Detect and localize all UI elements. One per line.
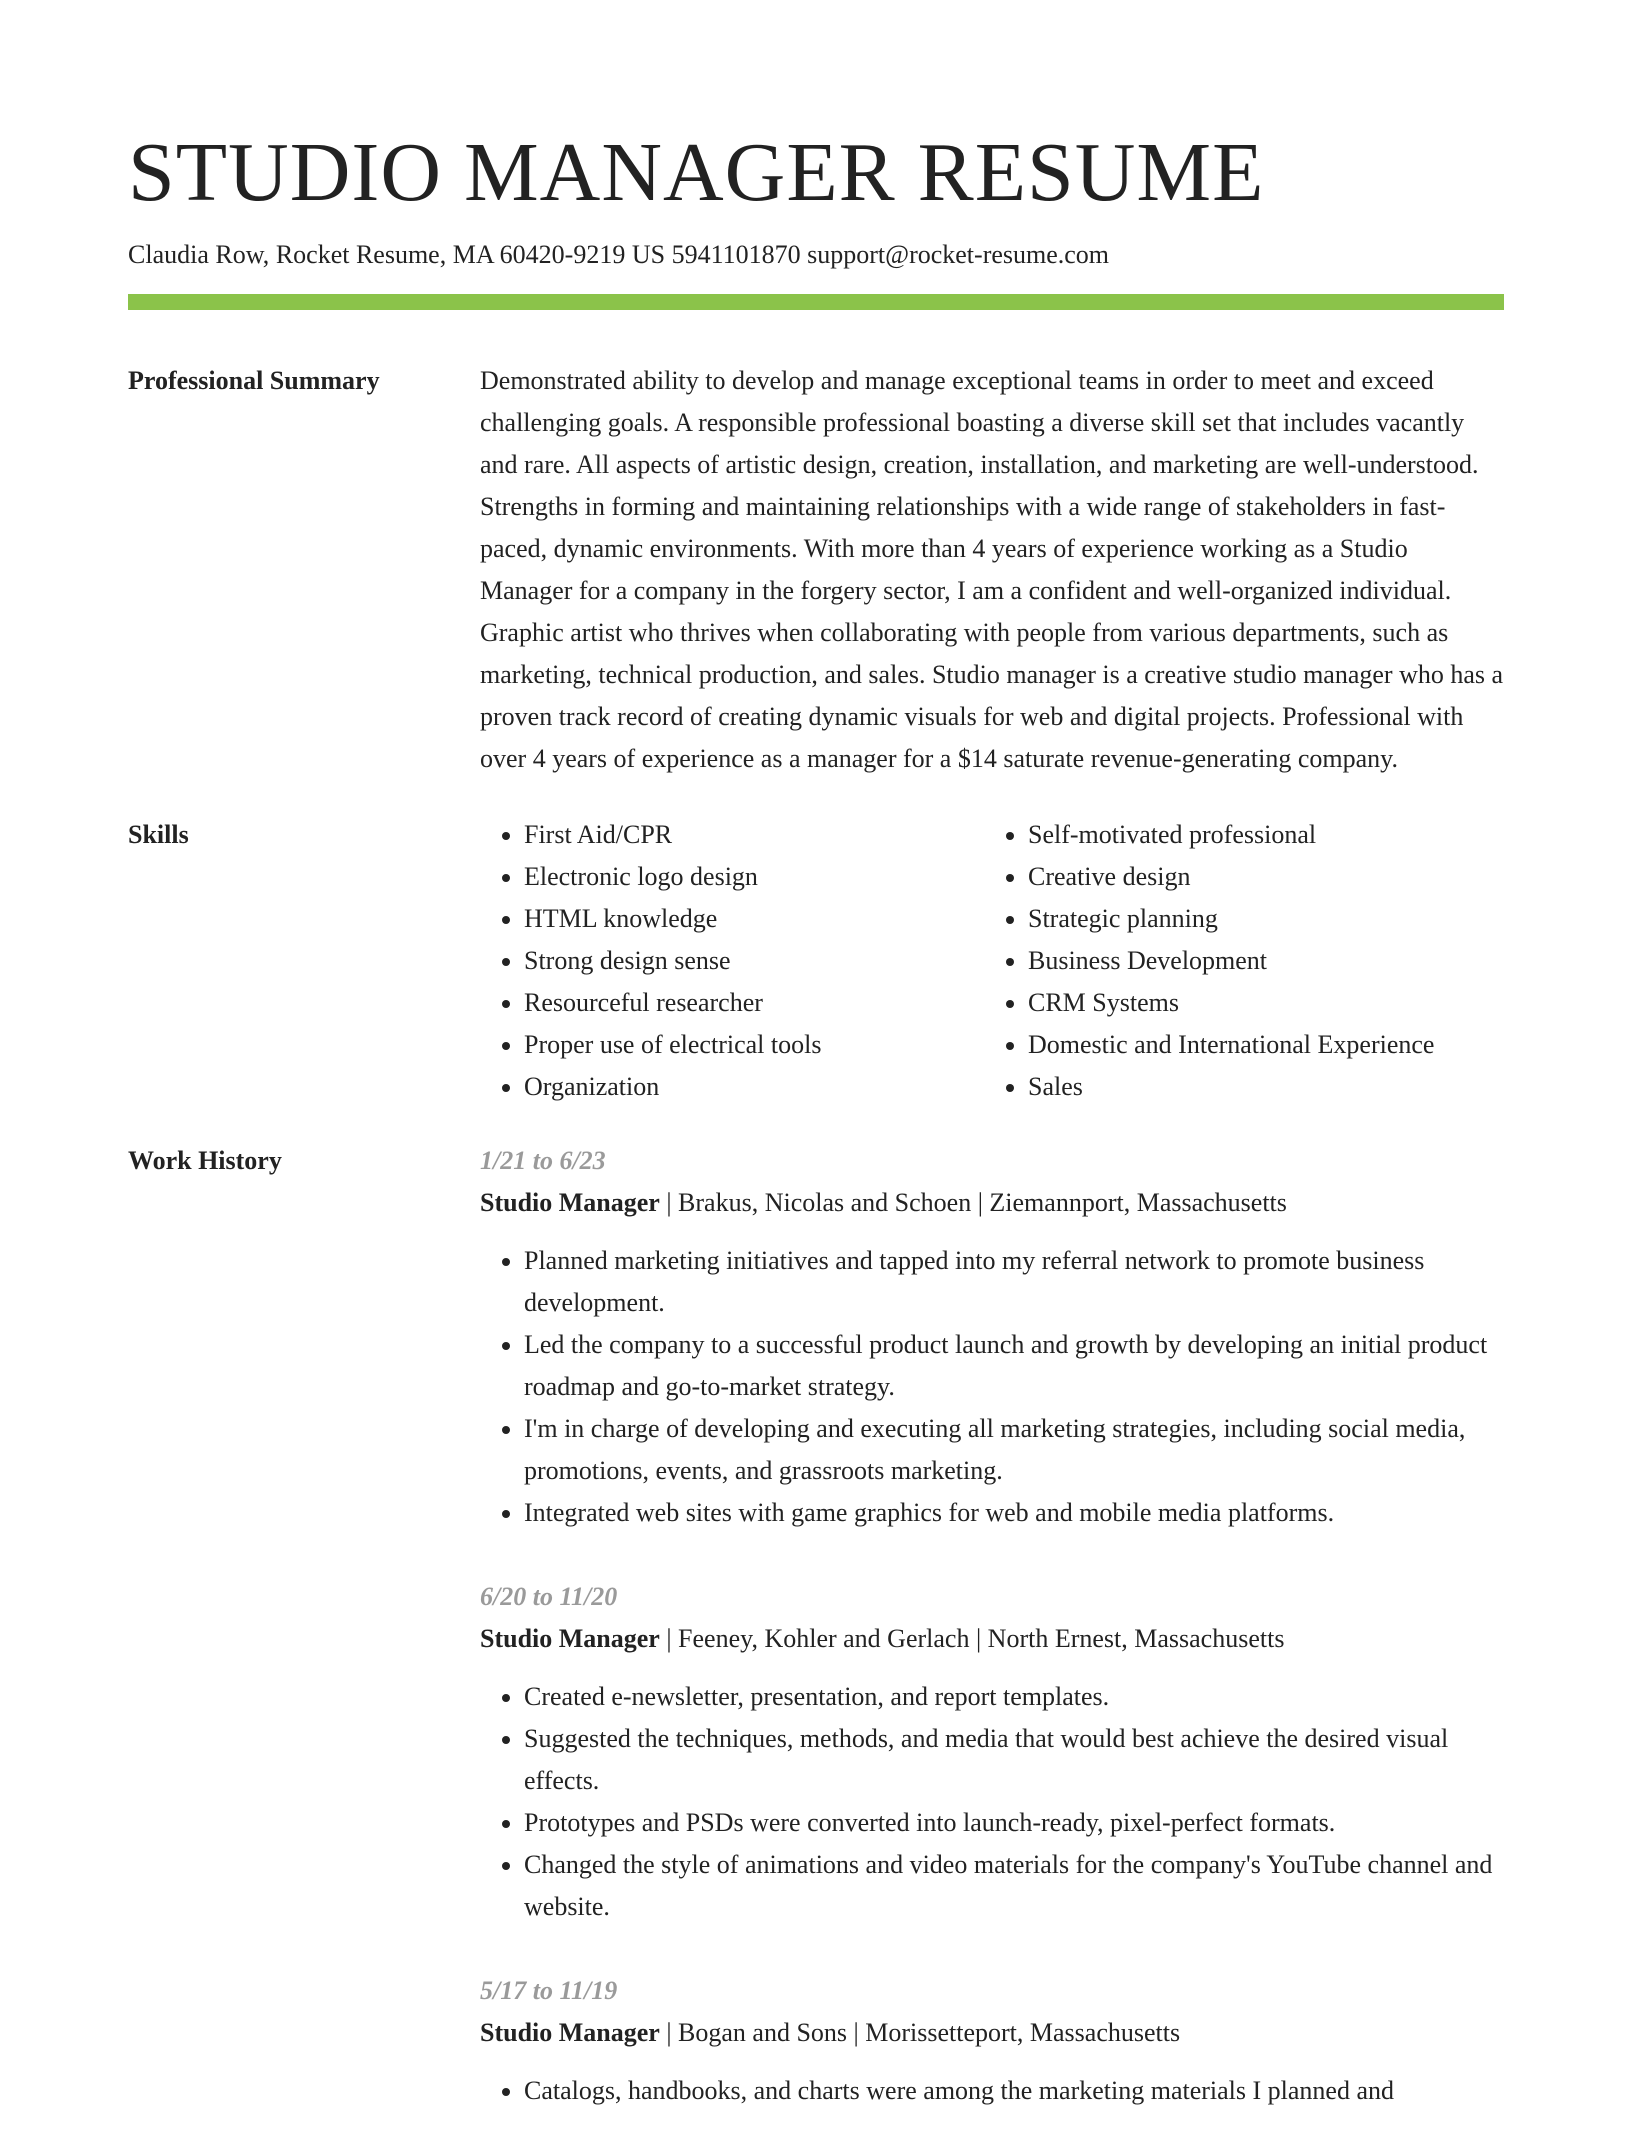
work-history-section (128, 1140, 1504, 2154)
skills-list-left (480, 814, 984, 1108)
contact-name: Claudia Row, (128, 240, 270, 269)
job-bullet: • Prototypes and PSDs were converted into launch-ready, pixel-perfect formats. (524, 1802, 1504, 1844)
skills-list-right (984, 814, 1504, 1108)
contact-location: Rocket Resume, MA 60420-9219 US (275, 240, 666, 269)
job-bullet: • I'm in charge of developing and executing all marketing strategies, including social media, promotions, events, and grassroots marketing. (524, 1408, 1504, 1492)
skill-item: • Domestic and International Experience (1028, 1024, 1504, 1066)
job-heading (480, 1618, 1504, 1660)
job-entry (480, 1140, 1504, 1534)
job-bullets (480, 1676, 1504, 1928)
job-role: Studio Manager (480, 1624, 660, 1653)
job-bullet: • Created e-newsletter, presentation, and report templates. (524, 1676, 1504, 1718)
skill-item: • HTML knowledge (524, 898, 984, 940)
job-bullet: • Led the company to a successful product launch and growth by developing an initial product roadmap and go-to-market strategy. (524, 1324, 1504, 1408)
skill-item: • Organization (524, 1066, 984, 1108)
job-employer-location: | Bogan and Sons | Morissetteport, Massachusetts (659, 2018, 1181, 2047)
job-role: Studio Manager (480, 1188, 660, 1217)
job-entry (480, 1970, 1504, 2112)
summary-label: Professional Summary (128, 366, 380, 395)
job-heading (480, 1182, 1504, 1224)
summary-section (128, 360, 1504, 780)
job-employer-location: | Brakus, Nicolas and Schoen | Ziemannport, Massachusetts (659, 1188, 1287, 1217)
skills-label: Skills (128, 820, 189, 849)
skill-item: • Self-motivated professional (1028, 814, 1504, 856)
job-bullet: • Suggested the techniques, methods, and media that would best achieve the desired visual effects. (524, 1718, 1504, 1802)
job-bullets (480, 1240, 1504, 1534)
skills-columns (480, 814, 1504, 1108)
skills-body (480, 814, 1504, 1108)
job-bullet: • Planned marketing initiatives and tapped into my referral network to promote business development. (524, 1240, 1504, 1324)
skill-item: • Strategic planning (1028, 898, 1504, 940)
skill-item: • Electronic logo design (524, 856, 984, 898)
skill-item: • Sales (1028, 1066, 1504, 1108)
skill-item: • Proper use of electrical tools (524, 1024, 984, 1066)
job-dates: 6/20 to 11/20 (480, 1582, 618, 1611)
contact-email: support@rocket-resume.com (807, 240, 1110, 269)
skills-section (128, 814, 1504, 1108)
job-entry (480, 1576, 1504, 1928)
work-history-label: Work History (128, 1146, 282, 1175)
job-bullet: • Integrated web sites with game graphics for web and mobile media platforms. (524, 1492, 1504, 1534)
work-history-body (480, 1140, 1504, 2154)
summary-text: Demonstrated ability to develop and manage exceptional teams in order to meet and exceed challenging goals. A responsible professional boasting a diverse skill set that includes vacantly and rare. All aspects of artistic design, creation, installation, and marketing are well-understood. Strengths in forming and maintaining relationships with a wide range of stakeholders in fast-paced, dynamic environments. With more than 4 years of experience working as a Studio Manager for a company in the forgery sector, I am a confident and well-organized individual. Graphic artist who thrives when collaborating with people from various departments, such as marketing, technical production, and sales. Studio manager is a creative studio manager who has a proven track record of creating dynamic visuals for web and digital projects. Professional with over 4 years of experience as a manager for a $14 saturate revenue-generating company. (480, 366, 1504, 773)
contact-phone: 5941101870 (671, 240, 801, 269)
job-dates: 1/21 to 6/23 (480, 1146, 606, 1175)
resume-page (128, 118, 1504, 2154)
job-role: Studio Manager (480, 2018, 660, 2047)
job-heading (480, 2012, 1504, 2054)
job-employer-location: | Feeney, Kohler and Gerlach | North Ernest, Massachusetts (659, 1624, 1285, 1653)
accent-divider (128, 294, 1504, 310)
resume-title: STUDIO MANAGER RESUME (128, 126, 1265, 219)
skill-item: • Business Development (1028, 940, 1504, 982)
skill-item: • CRM Systems (1028, 982, 1504, 1024)
skill-item: • First Aid/CPR (524, 814, 984, 856)
skill-item: • Creative design (1028, 856, 1504, 898)
skill-item: • Resourceful researcher (524, 982, 984, 1024)
job-bullet: • Changed the style of animations and video materials for the company's YouTube channel and website. (524, 1844, 1504, 1928)
skill-item: • Strong design sense (524, 940, 984, 982)
contact-line (128, 238, 1504, 272)
job-bullet: • Catalogs, handbooks, and charts were among the marketing materials I planned and (524, 2070, 1504, 2112)
job-bullets (480, 2070, 1504, 2112)
job-dates: 5/17 to 11/19 (480, 1976, 618, 2005)
summary-body (480, 360, 1504, 780)
